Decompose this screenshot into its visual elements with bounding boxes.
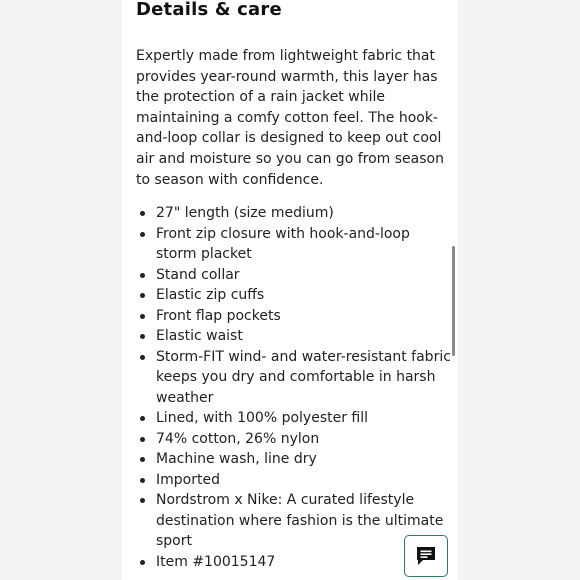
- bullet-icon: [140, 232, 145, 237]
- feature-text: Lined, with 100% polyester fill: [156, 410, 369, 426]
- bullet-icon: [140, 293, 145, 298]
- feature-item: [136, 347, 454, 409]
- feature-item: [136, 470, 454, 491]
- feature-text: Machine wash, line dry: [156, 451, 317, 467]
- bullet-icon: [140, 416, 145, 421]
- bullet-icon: [140, 355, 145, 360]
- feature-text: Front zip closure with hook-and-loop storm placket: [156, 225, 410, 262]
- feature-text: 74% cotton, 26% nylon: [156, 430, 320, 447]
- bullet-icon: [140, 457, 145, 462]
- feature-text: Elastic zip cuffs: [156, 287, 265, 303]
- bullet-icon: [140, 437, 145, 442]
- feature-item: [136, 265, 454, 286]
- feature-text: Elastic waist: [156, 328, 243, 344]
- bullet-icon: [140, 334, 145, 339]
- feature-text: Imported: [156, 471, 220, 488]
- chat-icon: [415, 545, 437, 567]
- feature-item: [136, 326, 454, 347]
- scrollbar-thumb[interactable]: [452, 246, 455, 356]
- feature-item: [136, 449, 454, 470]
- bullet-icon: [140, 211, 145, 216]
- bullet-icon: [140, 478, 145, 483]
- chat-button[interactable]: [404, 535, 448, 577]
- bullet-icon: [140, 560, 145, 565]
- feature-text: Storm-FIT wind- and water-resistant fabric keeps you dry and comfortable in harsh weather: [156, 348, 451, 406]
- bullet-icon: [140, 498, 145, 503]
- feature-text: Front flap pockets: [156, 307, 281, 324]
- feature-list: [136, 203, 454, 572]
- feature-item: [136, 224, 454, 265]
- section-heading: Details & care: [136, 0, 282, 20]
- feature-text: Nordstrom x Nike: A curated lifestyle destination where fashion is the ultimate sport: [156, 492, 444, 549]
- bullet-icon: [140, 314, 145, 319]
- feature-text: 27" length (size medium): [156, 205, 334, 221]
- feature-text: Item #10015147: [156, 553, 276, 570]
- feature-item: [136, 429, 454, 450]
- details-panel: [122, 0, 458, 580]
- feature-text: Stand collar: [156, 266, 240, 283]
- bullet-icon: [140, 273, 145, 278]
- feature-item: [136, 203, 454, 224]
- product-description: Expertly made from lightweight fabric that provides year-round warmth, this layer has the protection of a rain jacket while maintaining a comfy cotton feel. The hook-and-loop collar is designed to keep out cool air and moisture so you can go from season to season with confidence.: [136, 48, 444, 188]
- feature-item: [136, 408, 454, 429]
- feature-item: [136, 285, 454, 306]
- feature-item: [136, 306, 454, 327]
